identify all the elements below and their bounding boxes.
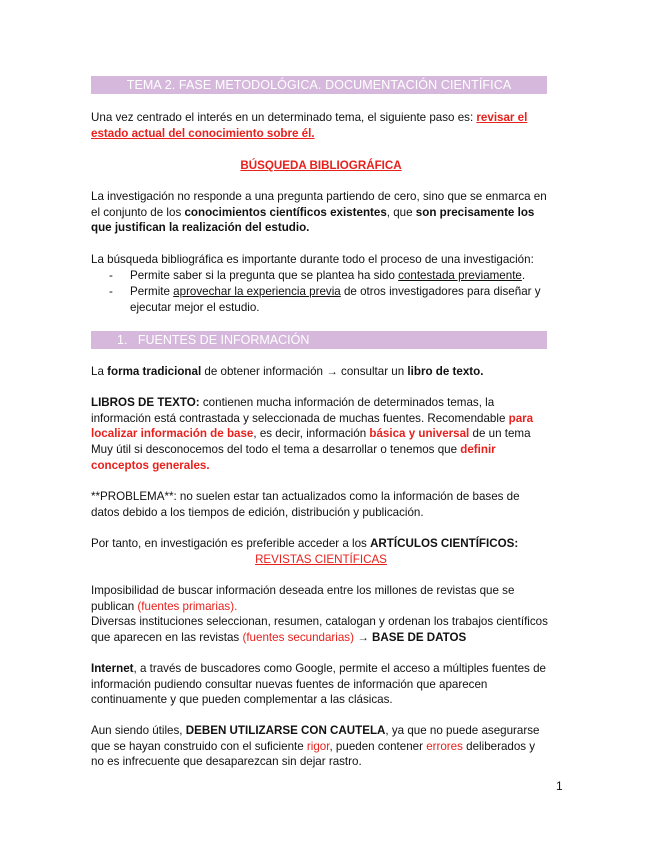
bold-span: LIBROS DE TEXTO: [91,396,200,409]
section-fuentes-text [117,331,309,349]
busqueda-heading-text: BÚSQUEDA BIBLIOGRÁFICA [240,159,402,172]
text-span: , es decir, información [253,427,370,441]
text-span: Permite [130,285,174,298]
util-paragraph [91,442,551,473]
section-fuentes-header [91,331,547,349]
bold-span: forma tradicional [107,365,202,378]
text-span: de un tema [469,427,531,441]
busqueda-heading [91,158,551,174]
bold-span: Internet [91,662,134,675]
underlined-span: contestada previamente [398,269,522,282]
internet-paragraph [91,661,551,708]
problema-paragraph: **PROBLEMA**: no suelen estar tan actualizados como la información de bases de datos debido a los tiempos de edición, distribución y publicación. [91,490,520,519]
bullet-dash: - [109,285,113,298]
aun-paragraph [91,723,551,770]
intro-highlight: revisar el estado actual del conocimiento sobre él. [91,111,528,140]
text-span: La investigación no responde a una pregunta partiendo de cero, sino que se enmarca en el conjunto de los [91,190,547,219]
tradicional-paragraph [91,364,551,380]
text-span: deliberados y no es infrecuente que desaparezcan sin dejar rastro. [91,739,536,769]
red-bold-span: para localizar información de base [91,411,534,441]
text-span: Diversas instituciones seleccionan, resumen, catalogan y ordenan los trabajos científicos que aparecen en las revistas [91,615,548,644]
revistas-heading [91,552,551,568]
underlined-span: aprovechar la experiencia previa [173,285,341,298]
text-span: de obtener información → consultar un [201,365,408,378]
libros-paragraph [91,395,551,442]
red-bold-span: definir conceptos generales. [91,443,496,472]
importante-paragraph: La búsqueda bibliográfica es importante durante todo el proceso de una investigación: [91,253,534,266]
text-span: . [521,269,526,282]
section-label: FUENTES DE INFORMACIÓN [137,333,310,347]
text-span: , que [386,205,416,219]
bold-span: son precisamente los que justifican la realización del estudio. [91,205,535,235]
page-title: TEMA 2. FASE METODOLÓGICA. DOCUMENTACIÓN CIENTÍFICA [91,76,547,94]
text-span: , ya que no puede asegurarse que se hayan construido con el suficiente [91,724,540,753]
text-span: de otros investigadores para diseñar y ejecutar mejor el estudio. [130,285,541,314]
bold-span: DEBEN UTILIZARSE CON CAUTELA [185,724,386,737]
red-span: rigor [306,739,330,753]
page-number: 1 [556,779,563,793]
bold-span: ARTÍCULOS CIENTÍFICOS: [370,537,519,550]
revistas-heading-text: REVISTAS CIENTÍFICAS [255,553,387,566]
text-span: Permite saber si la pregunta que se plantea ha sido [130,269,399,282]
bullet-dash: - [109,269,113,282]
bullet-item [130,284,555,315]
investigacion-paragraph [91,189,551,236]
intro-paragraph [91,110,551,141]
text-span: , pueden contener [329,739,427,753]
arrow-span: → [353,630,373,644]
red-span: (fuentes primarias). [137,599,238,613]
text-span: Por tanto, en investigación es preferible acceder a los [91,537,371,550]
text-span: Muy útil si desconocemos del todo el tema a desarrollar o tenemos que [91,443,461,456]
diversas-paragraph [91,614,551,645]
red-span: errores [426,739,463,753]
text-span: Imposibilidad de buscar información deseada entre los millones de revistas que se publican [91,584,515,613]
bold-span: conocimientos científicos existentes [184,205,387,219]
bullet-item [130,268,555,284]
imposibilidad-paragraph [91,583,551,614]
bold-span: libro de texto. [407,365,484,378]
text-span: , a través de buscadores como Google, permite el acceso a múltiples fuentes de información pudiendo consultar nuevas fuentes de información que aparecen continuamente y que pueden complementar a las clásicas. [91,662,546,707]
text-span: contienen mucha información de determinados temas, la información está contrastada y seleccionada de muchas fuentes. Recomendable [91,396,509,425]
section-number: 1. [117,333,128,347]
red-span: (fuentes secundarias) [242,630,354,644]
intro-text: Una vez centrado el interés en un determinado tema, el siguiente paso es: [91,111,477,124]
portanto-paragraph [91,536,551,552]
red-bold-span: básica y universal [369,427,470,441]
text-span: La [91,365,108,378]
bold-span: BASE DE DATOS [372,630,467,644]
text-span: Aun siendo útiles, [91,724,186,737]
